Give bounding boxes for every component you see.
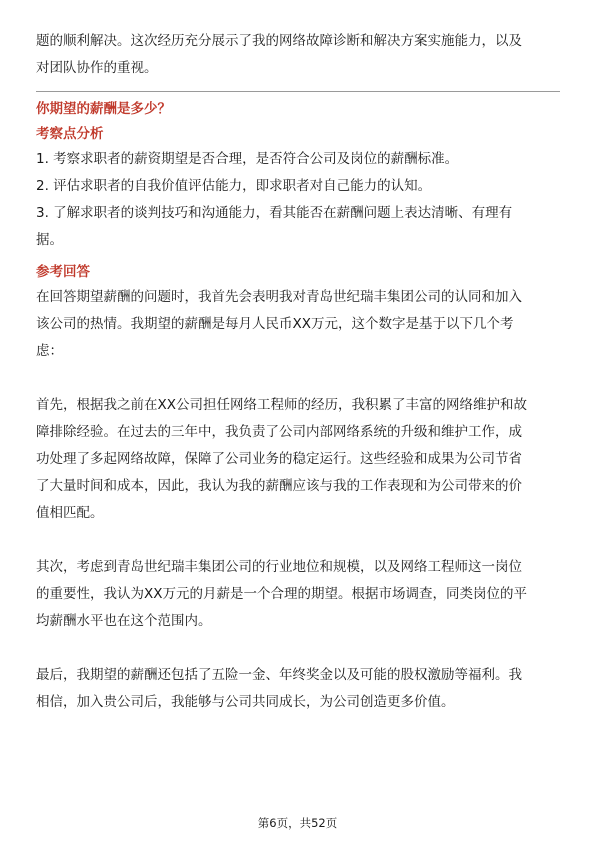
answer-line: 其次，考虑到青岛世纪瑞丰集团公司的行业地位和规模，以及网络工程师这一岗位 (36, 559, 522, 575)
intro-line: 对团队协作的重视。 (36, 60, 158, 76)
analysis-item: 3. 了解求职者的谈判技巧和沟通能力，看其能否在薪酬问题上表达清晰、有理有 (36, 205, 513, 221)
answer-line: 在回答期望薪酬的问题时，我首先会表明我对青岛世纪瑞丰集团公司的认同和加入 (36, 289, 522, 305)
answer-paragraph-3 (36, 554, 560, 635)
answer-line: 的重要性，我认为XX万元的月薪是一个合理的期望。根据市场调查，同类岗位的平 (36, 586, 527, 602)
answer-paragraph-1 (36, 284, 560, 365)
analysis-item: 1. 考察求职者的薪资期望是否合理，是否符合公司及岗位的薪酬标准。 (36, 151, 459, 167)
answer-heading: 参考回答 (36, 264, 90, 280)
intro-line: 题的顺利解决。这次经历充分展示了我的网络故障诊断和解决方案实施能力，以及 (36, 33, 522, 49)
analysis-item: 据。 (36, 232, 63, 248)
answer-paragraph-4 (36, 662, 560, 716)
answer-line: 该公司的热情。我期望的薪酬是每月人民币XX万元，这个数字是基于以下几个考 (36, 316, 514, 332)
answer-line: 最后，我期望的薪酬还包括了五险一金、年终奖金以及可能的股权激励等福利。我 (36, 667, 522, 683)
answer-line: 值相匹配。 (36, 505, 104, 521)
answer-line: 功处理了多起网络故障，保障了公司业务的稳定运行。这些经验和成果为公司节省 (36, 451, 522, 467)
analysis-list (36, 146, 560, 254)
answer-paragraph-2 (36, 392, 560, 527)
document-page (36, 28, 560, 716)
answer-line: 障排除经验。在过去的三年中，我负责了公司内部网络系统的升级和维护工作，成 (36, 424, 522, 440)
answer-line: 虑： (36, 343, 63, 359)
analysis-item: 2. 评估求职者的自我价值评估能力，即求职者对自己能力的认知。 (36, 178, 432, 194)
answer-line: 均薪酬水平也在这个范围内。 (36, 613, 212, 629)
section-divider (36, 91, 560, 92)
answer-line: 了大量时间和成本，因此，我认为我的薪酬应该与我的工作表现和为公司带来的价 (36, 478, 522, 494)
answer-line: 相信，加入贵公司后，我能够与公司共同成长，为公司创造更多价值。 (36, 694, 455, 710)
question-heading: 你期望的薪酬是多少？ (36, 101, 171, 117)
page-number: 第6页，共52页 (257, 816, 338, 830)
answer-line: 首先，根据我之前在XX公司担任网络工程师的经历，我积累了丰富的网络维护和故 (36, 397, 527, 413)
intro-paragraph (36, 28, 560, 82)
analysis-heading: 考察点分析 (36, 126, 104, 142)
